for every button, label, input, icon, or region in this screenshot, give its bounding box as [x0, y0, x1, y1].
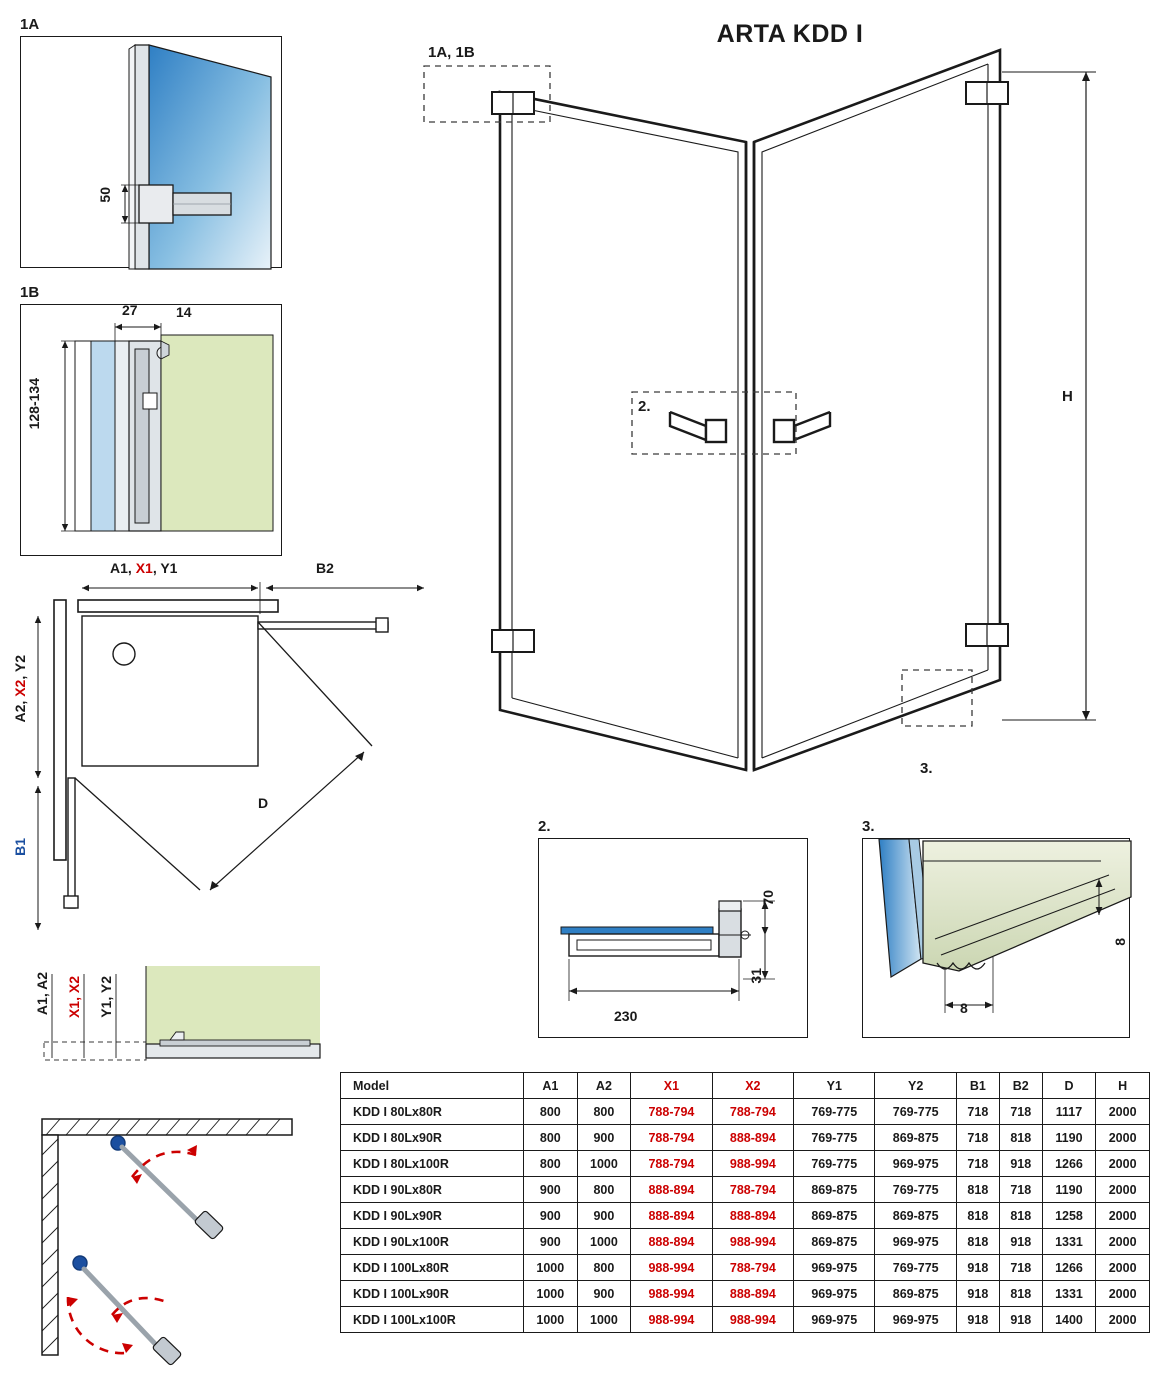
cell-y2: 969-975: [875, 1307, 956, 1333]
detail-2-panel: [538, 838, 808, 1038]
cell-x2: 888-894: [712, 1281, 793, 1307]
dim-x1-x2: X1, X2: [66, 976, 82, 1019]
cell-a1: 900: [524, 1177, 578, 1203]
cell-a2: 900: [577, 1125, 631, 1151]
cell-h: 2000: [1096, 1151, 1150, 1177]
cell-b2: 918: [999, 1307, 1042, 1333]
dim-31: 31: [748, 968, 764, 984]
cell-x2: 988-994: [712, 1307, 793, 1333]
cell-b1: 918: [956, 1281, 999, 1307]
panel-1a-label: 1A: [20, 16, 40, 33]
th-b2: B2: [999, 1073, 1042, 1099]
cell-d: 1117: [1042, 1099, 1096, 1125]
cell-x1: 788-794: [631, 1125, 712, 1151]
cell-y2: 869-875: [875, 1125, 956, 1151]
cell-model: KDD I 90Lx80R: [341, 1177, 524, 1203]
cell-h: 2000: [1096, 1281, 1150, 1307]
dim-230: 230: [614, 1008, 638, 1024]
cell-x2: 788-794: [712, 1255, 793, 1281]
cell-b1: 818: [956, 1177, 999, 1203]
dim-y1-y2: Y1, Y2: [98, 976, 114, 1018]
table-row: [341, 1307, 1150, 1333]
th-h: H: [1096, 1073, 1150, 1099]
dim-a2-x2-y2: A2, X2, Y2: [12, 655, 28, 723]
cell-y2: 769-775: [875, 1099, 956, 1125]
cell-model: KDD I 80Lx80R: [341, 1099, 524, 1125]
cell-b1: 718: [956, 1099, 999, 1125]
cell-b2: 818: [999, 1203, 1042, 1229]
cell-y2: 869-875: [875, 1203, 956, 1229]
cell-model: KDD I 100Lx80R: [341, 1255, 524, 1281]
cell-d: 1266: [1042, 1255, 1096, 1281]
cell-x1: 988-994: [631, 1307, 712, 1333]
cell-x1: 788-794: [631, 1151, 712, 1177]
cell-y2: 769-775: [875, 1255, 956, 1281]
cell-a1: 900: [524, 1203, 578, 1229]
dim-a1-a2: A1, A2: [34, 972, 50, 1016]
model-dimensions-table: [340, 1072, 1150, 1333]
cell-b2: 718: [999, 1177, 1042, 1203]
dim-128-134: 128-134: [26, 378, 42, 430]
cell-h: 2000: [1096, 1099, 1150, 1125]
dim-h-label: H: [1062, 388, 1073, 405]
isometric-enclosure-drawing: [420, 30, 1140, 790]
cell-a2: 1000: [577, 1229, 631, 1255]
callout-2: 2.: [638, 398, 651, 415]
dim-14: 14: [176, 304, 192, 320]
cell-b2: 718: [999, 1255, 1042, 1281]
cell-y1: 969-975: [794, 1307, 875, 1333]
detail-2-label: 2.: [538, 818, 551, 835]
cell-x1: 988-994: [631, 1281, 712, 1307]
cell-y1: 769-775: [794, 1099, 875, 1125]
cell-a2: 900: [577, 1281, 631, 1307]
cell-x2: 888-894: [712, 1203, 793, 1229]
cell-model: KDD I 80Lx90R: [341, 1125, 524, 1151]
table-row: [341, 1099, 1150, 1125]
cell-y1: 869-875: [794, 1203, 875, 1229]
cell-d: 1331: [1042, 1281, 1096, 1307]
cell-b1: 718: [956, 1125, 999, 1151]
cell-a2: 1000: [577, 1151, 631, 1177]
callout-1a-1b: 1A, 1B: [428, 44, 475, 61]
cell-h: 2000: [1096, 1203, 1150, 1229]
th-b1: B1: [956, 1073, 999, 1099]
cell-d: 1258: [1042, 1203, 1096, 1229]
table-row: [341, 1255, 1150, 1281]
th-y2: Y2: [875, 1073, 956, 1099]
page-title: ARTA KDD I: [716, 20, 864, 48]
dim-8-vertical: 8: [1112, 938, 1128, 946]
dim-50: 50: [97, 187, 113, 203]
cell-x2: 788-794: [712, 1099, 793, 1125]
cell-h: 2000: [1096, 1125, 1150, 1151]
bottom-left-section-detail: [20, 966, 320, 1076]
cell-b2: 918: [999, 1229, 1042, 1255]
cell-d: 1400: [1042, 1307, 1096, 1333]
cell-y2: 869-875: [875, 1281, 956, 1307]
cell-h: 2000: [1096, 1177, 1150, 1203]
table-row: [341, 1229, 1150, 1255]
cell-y1: 769-775: [794, 1151, 875, 1177]
cell-a2: 900: [577, 1203, 631, 1229]
cell-x1: 788-794: [631, 1099, 712, 1125]
th-x1: X1: [631, 1073, 712, 1099]
th-a1: A1: [524, 1073, 578, 1099]
table-header-row: [341, 1073, 1150, 1099]
specs-table: [340, 1072, 1150, 1333]
cell-model: KDD I 80Lx100R: [341, 1151, 524, 1177]
cell-x2: 888-894: [712, 1125, 793, 1151]
cell-b2: 818: [999, 1125, 1042, 1151]
cell-b1: 818: [956, 1229, 999, 1255]
th-d: D: [1042, 1073, 1096, 1099]
cell-y2: 969-975: [875, 1151, 956, 1177]
cell-d: 1190: [1042, 1125, 1096, 1151]
th-y1: Y1: [794, 1073, 875, 1099]
th-a2: A2: [577, 1073, 631, 1099]
detail-3-panel: [862, 838, 1130, 1038]
th-model: Model: [341, 1073, 524, 1099]
cell-a1: 800: [524, 1151, 578, 1177]
table-row: [341, 1203, 1150, 1229]
plan-view-diagram: [20, 570, 440, 950]
cell-model: KDD I 100Lx90R: [341, 1281, 524, 1307]
cell-a2: 1000: [577, 1307, 631, 1333]
panel-1b-detail: [20, 304, 282, 556]
table-row: [341, 1281, 1150, 1307]
cell-y1: 869-875: [794, 1177, 875, 1203]
cell-b1: 918: [956, 1255, 999, 1281]
table-row: [341, 1177, 1150, 1203]
cell-b2: 718: [999, 1099, 1042, 1125]
th-x2: X2: [712, 1073, 793, 1099]
cell-x2: 788-794: [712, 1177, 793, 1203]
cell-model: KDD I 90Lx90R: [341, 1203, 524, 1229]
cell-y1: 969-975: [794, 1281, 875, 1307]
dim-d-label: D: [258, 795, 269, 811]
cell-b1: 818: [956, 1203, 999, 1229]
cell-x2: 988-994: [712, 1229, 793, 1255]
cell-h: 2000: [1096, 1229, 1150, 1255]
dim-x1-label: X1: [135, 560, 153, 576]
cell-a1: 800: [524, 1125, 578, 1151]
cell-y2: 769-775: [875, 1177, 956, 1203]
table-body: [341, 1099, 1150, 1333]
cell-d: 1331: [1042, 1229, 1096, 1255]
cell-y1: 969-975: [794, 1255, 875, 1281]
cell-b2: 818: [999, 1281, 1042, 1307]
cell-y2: 969-975: [875, 1229, 956, 1255]
cell-a1: 1000: [524, 1307, 578, 1333]
callout-3: 3.: [920, 760, 933, 777]
door-swing-diagram: [20, 1105, 330, 1385]
cell-a2: 800: [577, 1177, 631, 1203]
cell-d: 1266: [1042, 1151, 1096, 1177]
cell-b1: 918: [956, 1307, 999, 1333]
cell-a2: 800: [577, 1099, 631, 1125]
dim-a1-label: A1,: [110, 560, 136, 576]
dim-27: 27: [122, 302, 138, 318]
panel-1b-label: 1B: [20, 284, 40, 301]
cell-a2: 800: [577, 1255, 631, 1281]
cell-x1: 888-894: [631, 1229, 712, 1255]
cell-a1: 1000: [524, 1281, 578, 1307]
table-row: [341, 1125, 1150, 1151]
cell-y1: 769-775: [794, 1125, 875, 1151]
cell-a1: 1000: [524, 1255, 578, 1281]
dim-70: 70: [760, 890, 776, 906]
cell-a1: 900: [524, 1229, 578, 1255]
cell-x1: 888-894: [631, 1203, 712, 1229]
cell-b2: 918: [999, 1151, 1042, 1177]
cell-b1: 718: [956, 1151, 999, 1177]
dim-b1-label: B1: [12, 838, 28, 856]
cell-y1: 869-875: [794, 1229, 875, 1255]
cell-model: KDD I 100Lx100R: [341, 1307, 524, 1333]
cell-h: 2000: [1096, 1307, 1150, 1333]
dim-b2-label: B2: [316, 560, 334, 576]
cell-model: KDD I 90Lx100R: [341, 1229, 524, 1255]
cell-h: 2000: [1096, 1255, 1150, 1281]
panel-1a-detail: [20, 36, 282, 268]
dim-8-horizontal: 8: [960, 1000, 968, 1016]
dim-a1-x1-y1: A1, X1, Y1: [110, 560, 178, 576]
cell-x2: 988-994: [712, 1151, 793, 1177]
cell-a1: 800: [524, 1099, 578, 1125]
table-row: [341, 1151, 1150, 1177]
cell-x1: 888-894: [631, 1177, 712, 1203]
detail-3-label: 3.: [862, 818, 875, 835]
cell-x1: 988-994: [631, 1255, 712, 1281]
cell-d: 1190: [1042, 1177, 1096, 1203]
